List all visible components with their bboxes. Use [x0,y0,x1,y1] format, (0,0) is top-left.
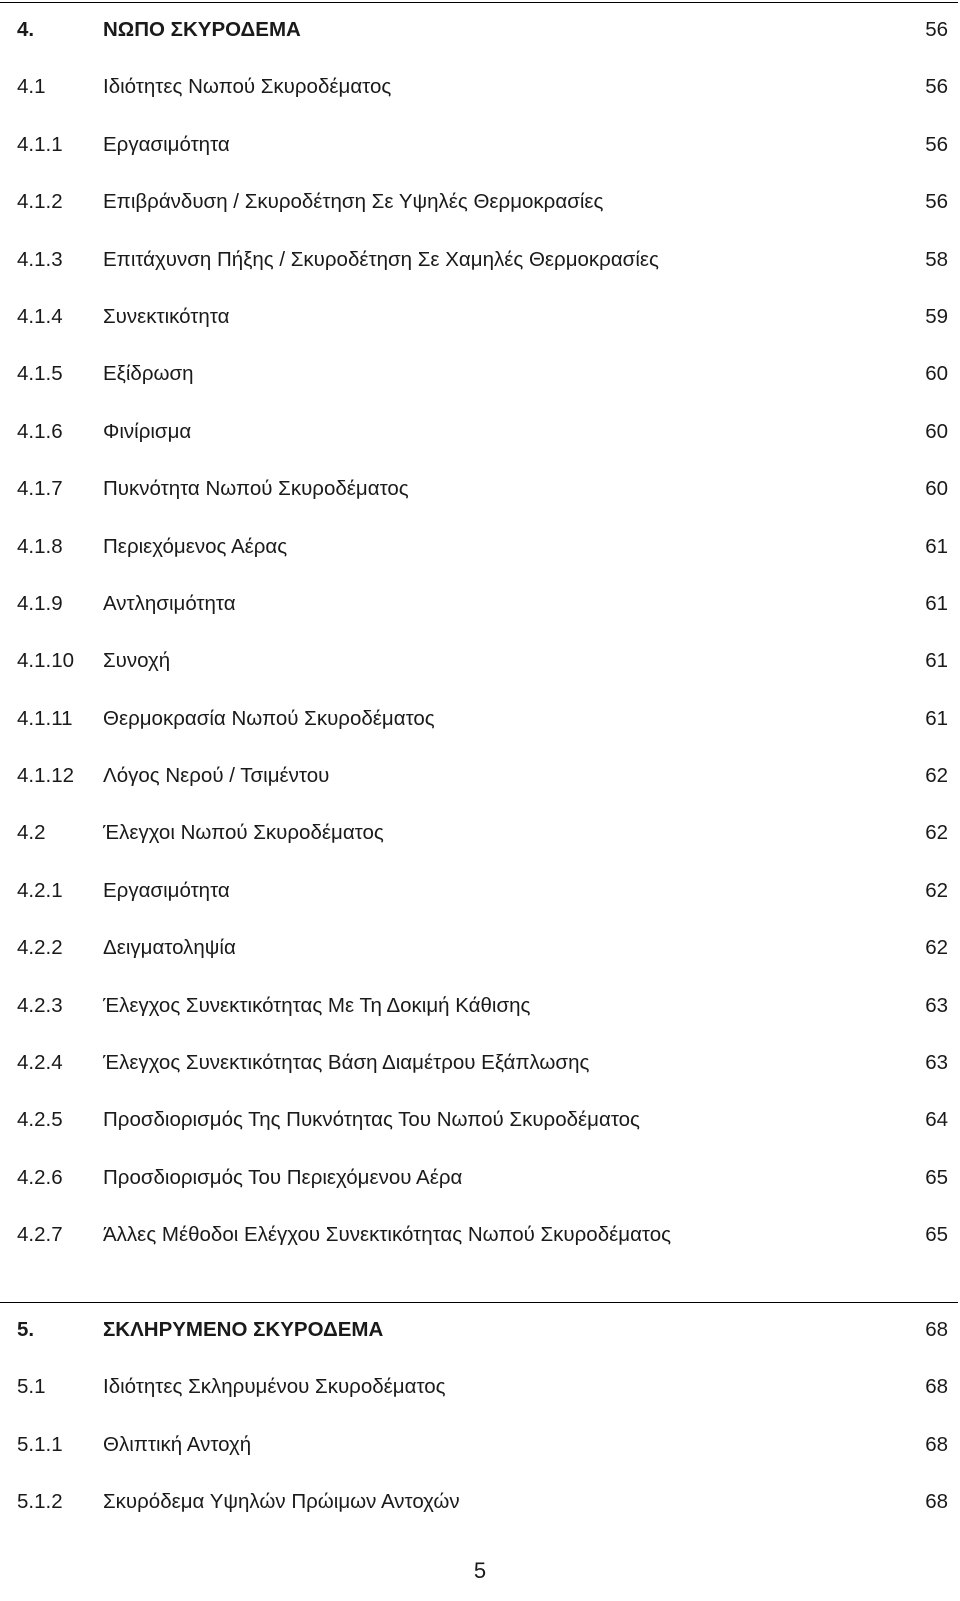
toc-entry-page: 68 [925,1432,948,1456]
toc-entry-title: Σκυρόδεμα Υψηλών Πρώιμων Αντοχών [103,1490,460,1514]
toc-entry[interactable] [0,129,960,186]
toc-entry-title: Λόγος Νερού / Τσιμέντου [103,764,330,788]
toc-entry-number: 4.2 [17,821,46,845]
toc-entry-title: Περιεχόμενος Αέρας [103,534,288,558]
toc-entry-title: Φινίρισμα [103,419,192,443]
toc-entry-page: 68 [925,1318,948,1341]
toc-entry-number: 5.1 [17,1375,46,1399]
toc-entry-title: Εργασιμότητα [103,132,230,156]
toc-entry-number: 4.1.11 [17,706,73,730]
toc-entry[interactable] [0,932,960,989]
toc-entry-page: 61 [925,591,948,615]
toc-entry-title: Επιβράνδυση / Σκυροδέτηση Σε Υψηλές Θερμοκρασίες [103,190,604,214]
toc-entry-title: Προσδιορισμός Του Περιεχόμενου Αέρα [103,1165,463,1189]
toc-entry-number: 4.2.6 [17,1165,63,1189]
toc-entry-page: 56 [925,132,948,156]
toc-entry-page: 63 [925,1051,948,1075]
toc-entry-title: ΣΚΛΗΡΥΜΕΝΟ ΣΚΥΡΟΔΕΜΑ [103,1318,384,1341]
toc-entry-number: 4. [17,18,35,41]
toc-section-5 [0,1314,960,1544]
toc-entry-number: 4.1.9 [17,591,63,615]
toc-entry-number: 4.1.7 [17,477,63,501]
toc-entry[interactable] [0,1162,960,1219]
top-divider [0,2,958,3]
toc-entry-page: 62 [925,878,948,902]
toc-entry-number: 4.1.12 [17,764,74,788]
toc-entry-number: 4.1.3 [17,247,63,271]
toc-entry-page: 60 [925,419,948,443]
toc-entry-title: Έλεγχος Συνεκτικότητας Με Τη Δοκιμή Κάθισης [103,993,531,1017]
toc-section-4 [0,14,960,1277]
toc-entry-page: 62 [925,936,948,960]
toc-entry-page: 59 [925,304,948,328]
toc-entry-number: 4.1.8 [17,534,63,558]
toc-entry-title: ΝΩΠΟ ΣΚΥΡΟΔΕΜΑ [103,18,301,41]
toc-entry-page: 68 [925,1375,948,1399]
toc-entry-page: 60 [925,362,948,386]
toc-entry-title: Επιτάχυνση Πήξης / Σκυροδέτηση Σε Χαμηλές Θερμοκρασίες [103,247,659,271]
toc-entry-page: 68 [925,1490,948,1514]
toc-entry[interactable] [0,817,960,874]
toc-entry-page: 56 [925,190,948,214]
toc-entry-number: 4.2.1 [17,878,63,902]
toc-entry-number: 5. [17,1318,35,1341]
toc-entry-title: Άλλες Μέθοδοι Ελέγχου Συνεκτικότητας Νωπού Σκυροδέματος [103,1223,672,1247]
toc-entry[interactable] [0,1486,960,1543]
toc-entry-page: 61 [925,649,948,673]
toc-entry-page: 56 [925,18,948,41]
toc-entry-number: 4.1.5 [17,362,63,386]
toc-entry-title: Έλεγχοι Νωπού Σκυροδέματος [103,821,384,845]
toc-entry-page: 62 [925,821,948,845]
toc-entry[interactable] [0,244,960,301]
toc-entry[interactable] [0,1104,960,1161]
toc-entry-title: Έλεγχος Συνεκτικότητας Βάση Διαμέτρου Εξάπλωσης [103,1051,590,1075]
toc-entry[interactable] [0,588,960,645]
toc-entry-page: 61 [925,706,948,730]
toc-entry-number: 4.2.2 [17,936,63,960]
toc-entry-page: 65 [925,1223,948,1247]
toc-entry[interactable] [0,1371,960,1428]
toc-entry-title: Συνοχή [103,649,171,673]
toc-entry[interactable] [0,531,960,588]
toc-entry-page: 61 [925,534,948,558]
section-divider [0,1302,958,1303]
toc-entry-title: Ιδιότητες Νωπού Σκυροδέματος [103,75,392,99]
toc-entry[interactable] [0,875,960,932]
toc-entry-page: 64 [925,1108,948,1132]
toc-entry[interactable] [0,71,960,128]
toc-entry-title: Αντλησιμότητα [103,591,236,615]
page-number: 5 [473,1558,487,1583]
toc-entry-number: 5.1.1 [17,1432,63,1456]
toc-entry[interactable] [0,358,960,415]
toc-entry-page: 60 [925,477,948,501]
toc-entry-title: Θλιπτική Αντοχή [103,1432,252,1456]
toc-entry-number: 4.1.10 [17,649,74,673]
toc-entry-page: 65 [925,1165,948,1189]
toc-entry-number: 4.2.3 [17,993,63,1017]
toc-entry-page: 56 [925,75,948,99]
toc-entry[interactable] [0,760,960,817]
toc-entry-title: Εργασιμότητα [103,878,230,902]
toc-entry-number: 5.1.2 [17,1490,63,1514]
toc-entry-page: 58 [925,247,948,271]
toc-entry-number: 4.2.7 [17,1223,63,1247]
toc-entry-title: Συνεκτικότητα [103,304,230,328]
toc-entry[interactable] [0,703,960,760]
toc-entry-number: 4.2.5 [17,1108,63,1132]
toc-entry-number: 4.2.4 [17,1051,63,1075]
toc-entry-title: Εξίδρωση [103,362,194,386]
toc-entry[interactable] [0,473,960,530]
toc-entry[interactable] [0,990,960,1047]
toc-entry[interactable] [0,1219,960,1276]
toc-entry-number: 4.1.4 [17,304,63,328]
toc-entry-title: Προσδιορισμός Της Πυκνότητας Του Νωπού Σκυροδέματος [103,1108,640,1132]
toc-entry-page: 63 [925,993,948,1017]
toc-entry[interactable] [0,186,960,243]
toc-entry-number: 4.1.2 [17,190,63,214]
toc-entry-chapter-4[interactable] [0,14,960,71]
toc-entry-chapter-5[interactable] [0,1314,960,1371]
toc-entry-title: Πυκνότητα Νωπού Σκυροδέματος [103,477,409,501]
toc-entry-number: 4.1.1 [17,132,63,156]
toc-entry-title: Δειγματοληψία [103,936,236,960]
toc-entry[interactable] [0,416,960,473]
toc-entry-title: Θερμοκρασία Νωπού Σκυροδέματος [103,706,435,730]
toc-entry[interactable] [0,645,960,702]
toc-entry[interactable] [0,301,960,358]
toc-entry-title: Ιδιότητες Σκληρυμένου Σκυροδέματος [103,1375,446,1399]
toc-entry-number: 4.1 [17,75,46,99]
toc-entry[interactable] [0,1047,960,1104]
toc-entry[interactable] [0,1429,960,1486]
toc-entry-page: 62 [925,764,948,788]
toc-entry-number: 4.1.6 [17,419,63,443]
